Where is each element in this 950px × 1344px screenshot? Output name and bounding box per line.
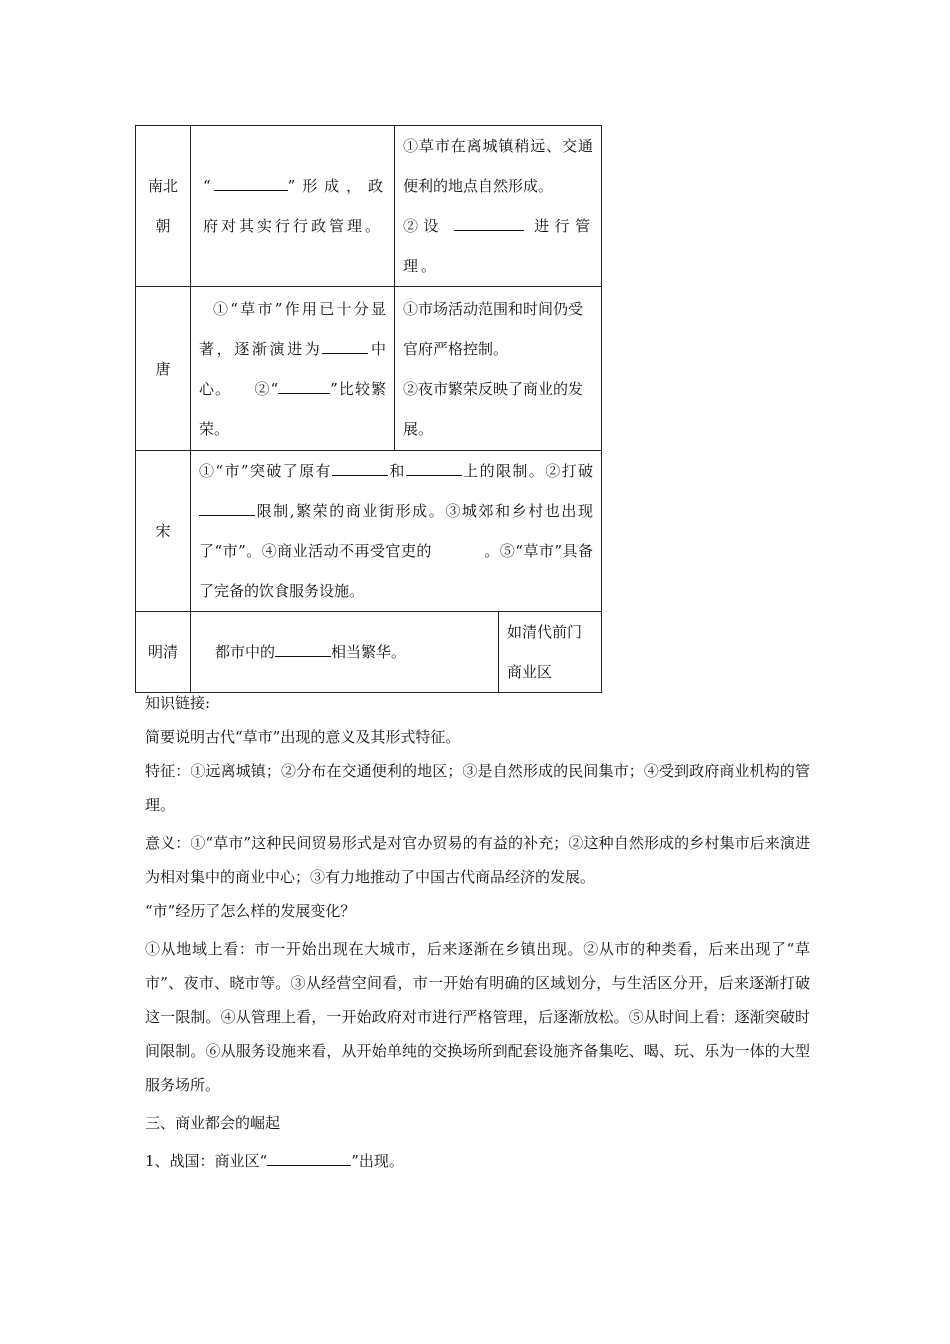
table-row bbox=[136, 287, 602, 451]
description-cell bbox=[191, 126, 395, 287]
notes-section bbox=[145, 686, 810, 1178]
era-label: 宋 bbox=[155, 522, 171, 540]
era-cell bbox=[136, 612, 191, 693]
era-cell bbox=[136, 287, 191, 451]
note-cell bbox=[395, 126, 602, 287]
text: 。⑤“草市”具备了完备的饮食服务设施。 bbox=[199, 542, 594, 600]
fill-blank[interactable] bbox=[332, 459, 388, 476]
description-cell bbox=[191, 287, 395, 451]
text: ①“市”突破了原有 bbox=[199, 462, 332, 480]
note-cell bbox=[499, 612, 602, 693]
answer-features: 特征：①远离城镇；②分布在交通便利的地区；③是自然形成的民间集市；④受到政府商业机构的管理。 bbox=[145, 762, 810, 814]
fill-blank[interactable] bbox=[199, 499, 255, 516]
text: 限制,繁荣的商业街形成。③城郊和乡村也出现了“市”。④商业活动不再受官吏的 bbox=[199, 502, 594, 560]
text: ②设 进行管理。 bbox=[403, 206, 593, 286]
section-heading: 三、商业都会的崛起 bbox=[145, 1114, 281, 1132]
table-row bbox=[136, 451, 602, 612]
fill-blank[interactable] bbox=[214, 174, 288, 191]
era-label: 唐 bbox=[155, 359, 171, 378]
fill-blank[interactable] bbox=[275, 640, 331, 657]
era-label-line1: 南北 bbox=[147, 177, 178, 195]
table-row bbox=[136, 126, 602, 287]
fill-blank[interactable] bbox=[432, 540, 484, 556]
text: ”比较繁荣。 bbox=[199, 379, 387, 438]
history-table bbox=[135, 125, 602, 693]
answer-meaning: 意义：①“草市”这种民间贸易形式是对官办贸易的有益的补充；②这种自然形成的乡村集市后来演进为相对集中的商业中心；③有力地推动了中国古代商品经济的发展。 bbox=[145, 834, 810, 886]
era-label-line2: 朝 bbox=[155, 217, 171, 235]
text: ①市场活动范围和时间仍受官府严格控制。 bbox=[403, 299, 584, 358]
text: 都市中的 bbox=[215, 643, 276, 661]
text: 如清代前门商业区 bbox=[507, 623, 583, 681]
fill-blank[interactable] bbox=[278, 377, 330, 394]
question: 简要说明古代“草市”出现的意义及其形式特征。 bbox=[145, 728, 461, 746]
fill-blank[interactable] bbox=[322, 337, 368, 354]
text: ①“草市”作用已十分显著，逐渐演进为 bbox=[199, 299, 386, 358]
era-cell bbox=[136, 451, 191, 612]
text: 和 bbox=[387, 462, 406, 480]
text: ②夜市繁荣反映了商业的发展。 bbox=[403, 379, 584, 438]
era-label: 明清 bbox=[147, 643, 178, 661]
text: ②“ bbox=[254, 379, 279, 398]
table-row bbox=[136, 612, 602, 693]
era-cell bbox=[136, 126, 191, 287]
fill-blank[interactable] bbox=[406, 459, 462, 476]
description-cell bbox=[191, 612, 499, 693]
fill-blank[interactable] bbox=[454, 214, 524, 231]
text: 中心。 bbox=[199, 339, 386, 398]
text: “ bbox=[203, 177, 214, 195]
note-cell bbox=[395, 287, 602, 451]
fill-in-item: 1、战国：商业区“ ”出现。 bbox=[145, 1144, 810, 1178]
text: ”形成，政府对其实行行政管理。 bbox=[203, 177, 386, 235]
text: 上的限制。②打破 bbox=[461, 462, 593, 480]
answer-development: ①从地域上看：市一开始出现在大城市，后来逐渐在乡镇出现。②从市的种类看，后来出现了“草市”、夜市、晓市等。③从经营空间看，市一开始有明确的区域划分，与生活区分开，后来逐渐打破这一限制。④从管理上看，一开始政府对市进行严格管理，后逐渐放松。⑤从时间上看：逐渐突破时间限制。⑥从服务设施来看，从开始单纯的交换场所到配套设施齐备集吃、喝、玩、乐为一体的大型服务场所。 bbox=[145, 940, 810, 1094]
question: “市”经历了怎么样的发展变化？ bbox=[145, 902, 356, 920]
text: ①草市在离城镇稍远、交通便利的地点自然形成。 bbox=[403, 137, 594, 195]
fill-blank[interactable] bbox=[267, 1149, 351, 1166]
text: 相当繁华。 bbox=[331, 643, 407, 661]
section-heading: 知识链接: bbox=[145, 694, 211, 712]
description-cell bbox=[191, 451, 602, 612]
